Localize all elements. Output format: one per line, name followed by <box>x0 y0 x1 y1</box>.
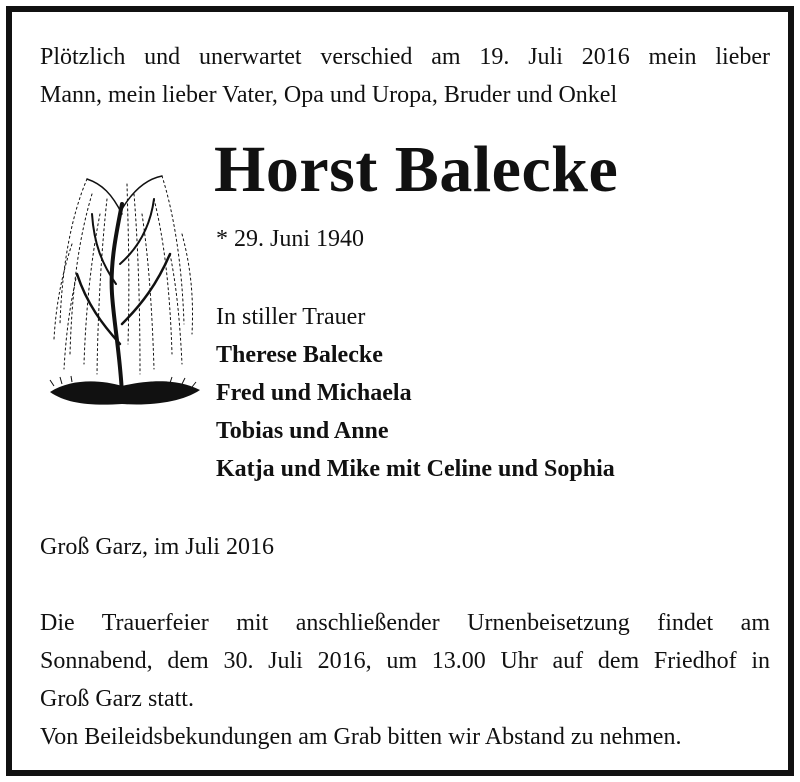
intro-line-1: Plötzlich und unerwartet verschied am 19. Juli 2016 mein lieber <box>40 44 770 70</box>
service-line-4: Von Beileidsbekundungen am Grab bitten wir Abstand zu nehmen. <box>40 724 682 750</box>
mourner-name: Katja und Mike mit Celine und Sophia <box>216 456 615 482</box>
service-line-2: Sonnabend, dem 30. Juli 2016, um 13.00 Uhr auf dem Friedhof in <box>40 648 770 674</box>
place-date: Groß Garz, im Juli 2016 <box>40 534 274 560</box>
mourner-name: Fred und Michaela <box>216 380 412 406</box>
mourner-name: Tobias und Anne <box>216 418 389 444</box>
intro-text <box>40 38 770 114</box>
intro-line-2: Mann, mein lieber Vater, Opa und Uropa, Bruder und Onkel <box>40 82 618 108</box>
service-line-1: Die Trauerfeier mit anschließender Urnenbeisetzung findet am <box>40 610 770 636</box>
mourners-block <box>216 298 615 488</box>
birth-date: * 29. Juni 1940 <box>216 226 365 252</box>
deceased-name: Horst Balecke <box>214 133 619 206</box>
service-line-3: Groß Garz statt. <box>40 686 194 712</box>
mourner-name: Therese Balecke <box>216 342 383 368</box>
mourning-lead: In stiller Trauer <box>216 304 366 330</box>
obituary-notice <box>6 6 794 776</box>
weeping-willow-icon <box>42 154 202 414</box>
funeral-service-text <box>40 604 770 756</box>
